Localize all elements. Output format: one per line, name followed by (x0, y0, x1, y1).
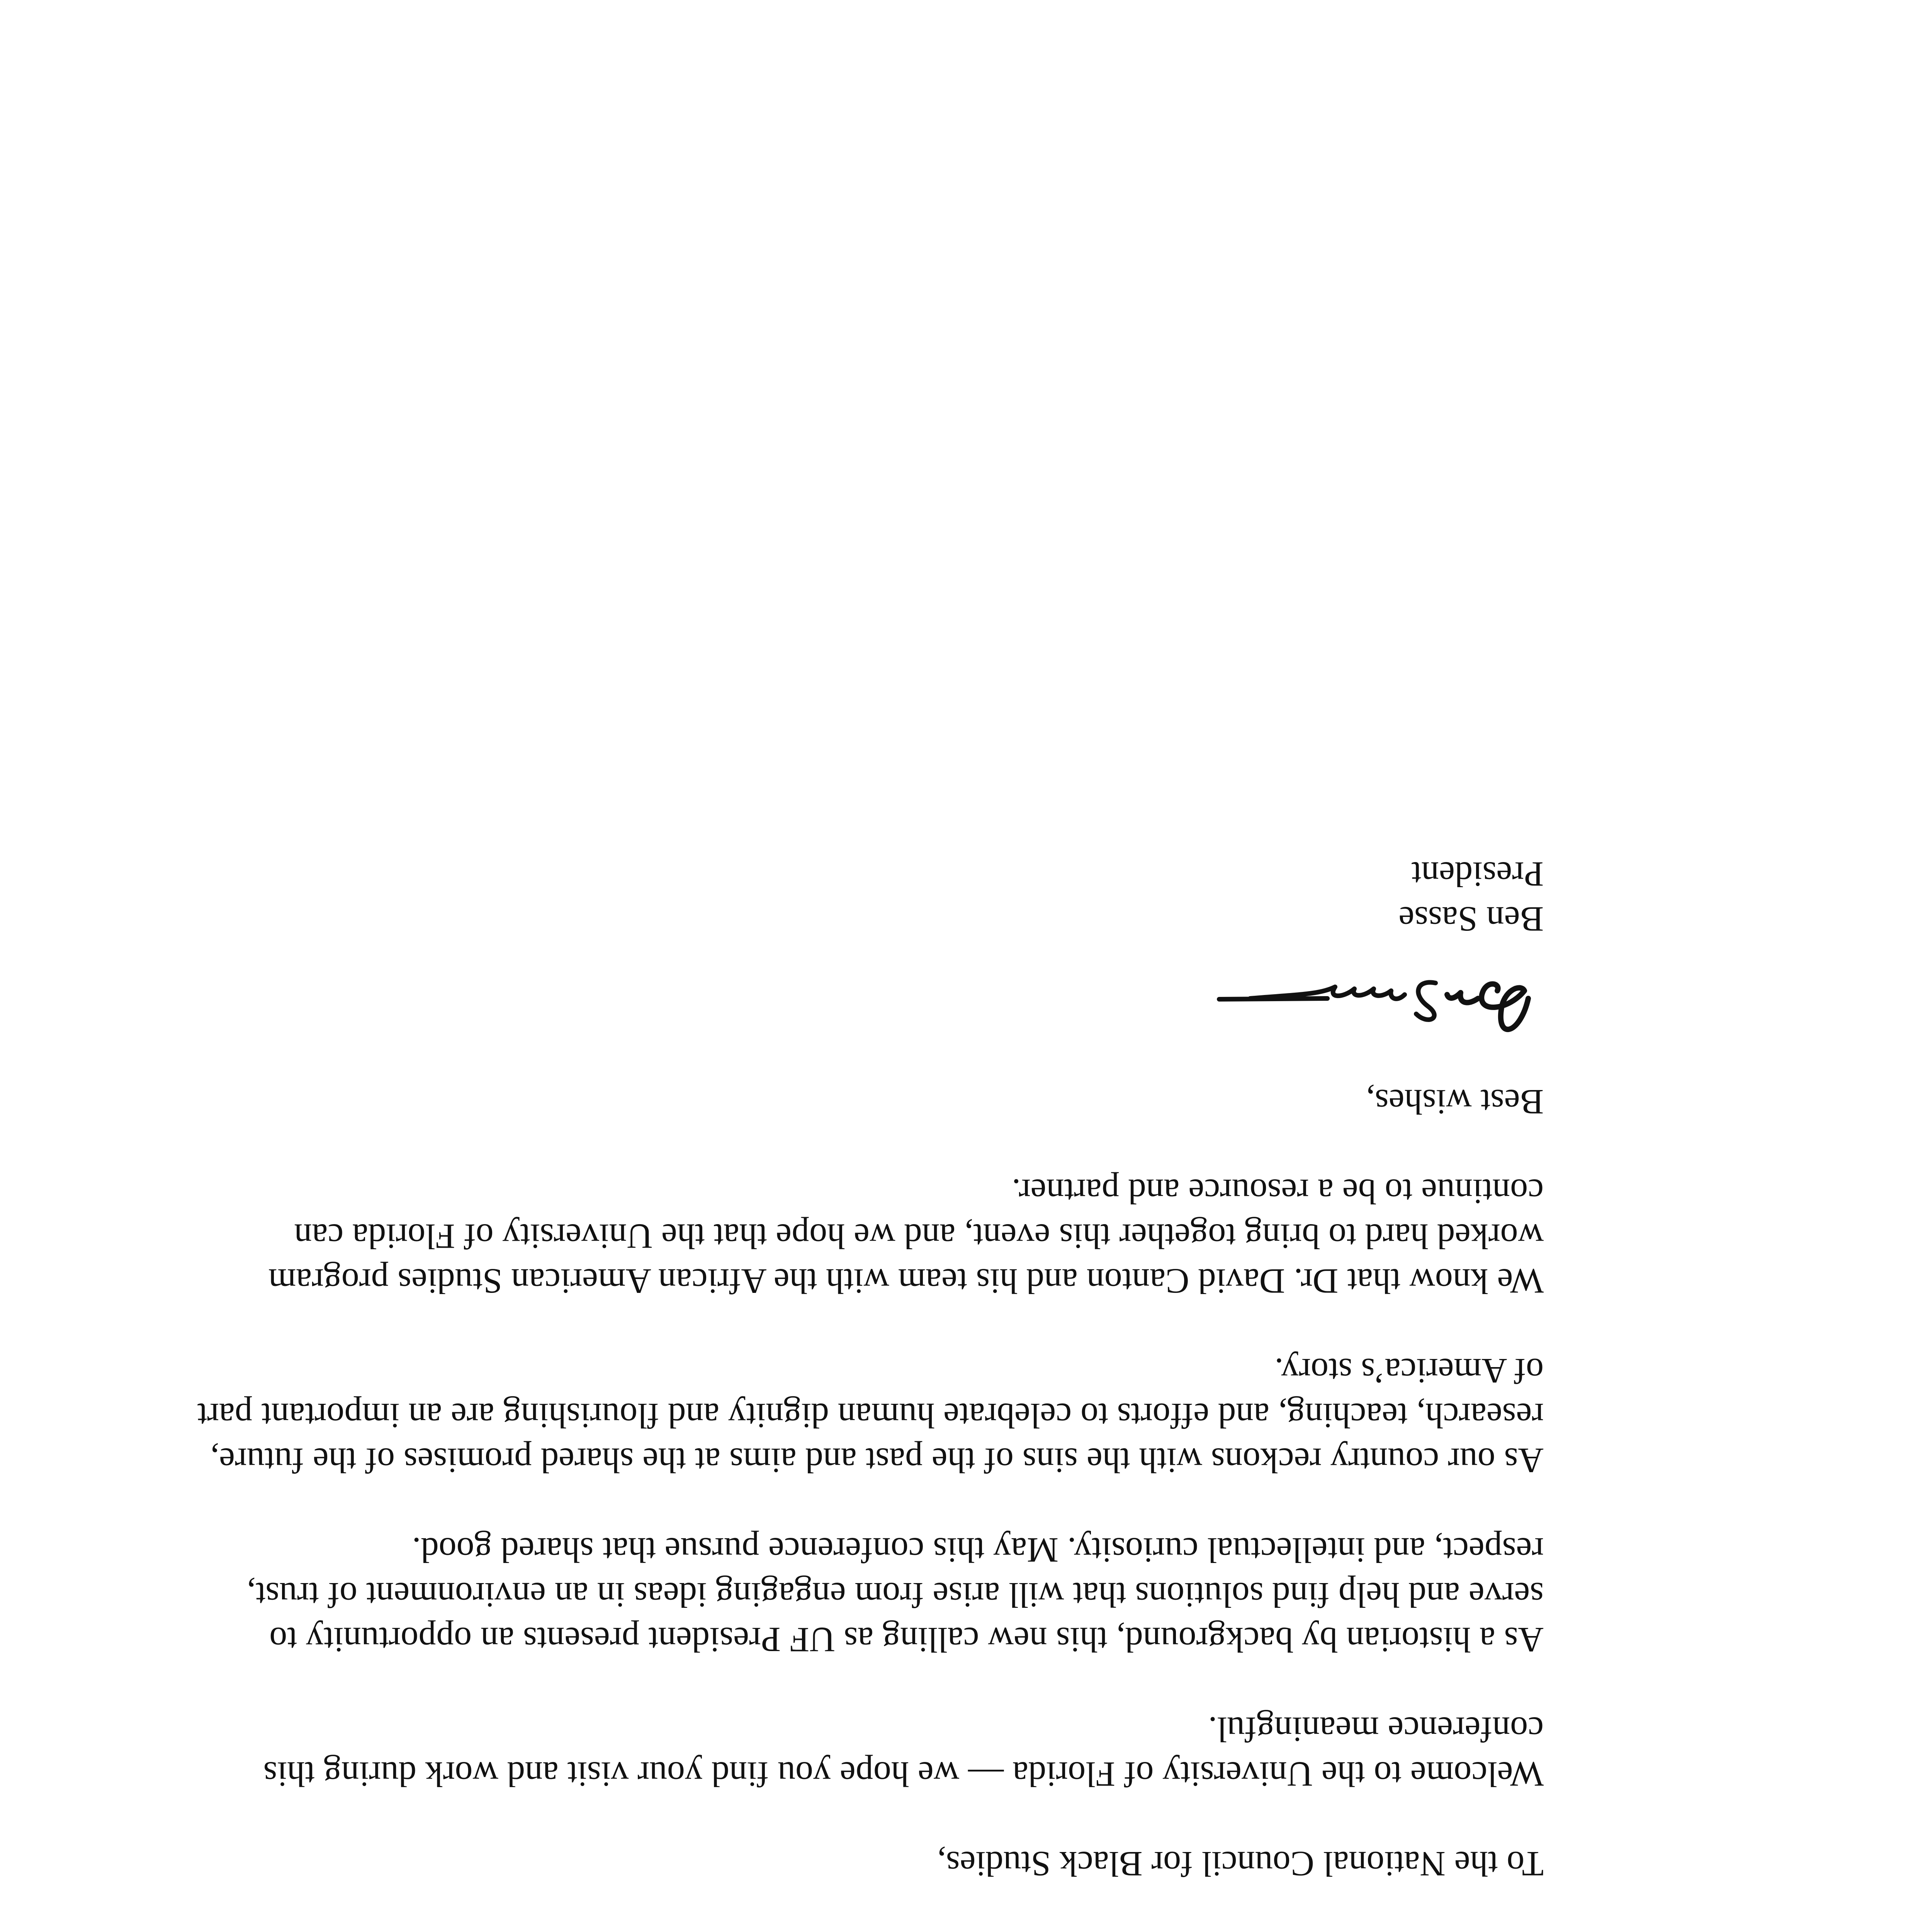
signer-name: Ben Sasse (1398, 900, 1544, 939)
paragraph: Welcome to the University of Florida — we hope you find your visit and work during this conference meaningful. (263, 1710, 1544, 1794)
paragraph: As our country reckons with the sins of the past and aims at the shared promises of the future, research, teaching, and efforts to celebrate human dignity and flourishing are an important part of America’s story. (197, 1351, 1544, 1480)
paragraph: We know that Dr. David Canton and his team with the African American Studies program worked hard to bring together this event, and we hope that the University of Florida can continue to be a resource and partner. (268, 1172, 1544, 1301)
signature-image (1196, 968, 1544, 1056)
letter-body (192, 852, 1544, 1932)
salutation: To the National Council for Black Studies, (937, 1844, 1544, 1884)
closing: Best wishes, (1366, 1082, 1544, 1122)
signer-title: President (1411, 855, 1544, 894)
paragraph: As a historian by background, this new calling as UF President presents an opportunity to serve and help find solutions that will arise from engaging ideas in an environment of trust, respect, and intellectual curiosity. May this conference pursue that shared good. (246, 1531, 1544, 1660)
